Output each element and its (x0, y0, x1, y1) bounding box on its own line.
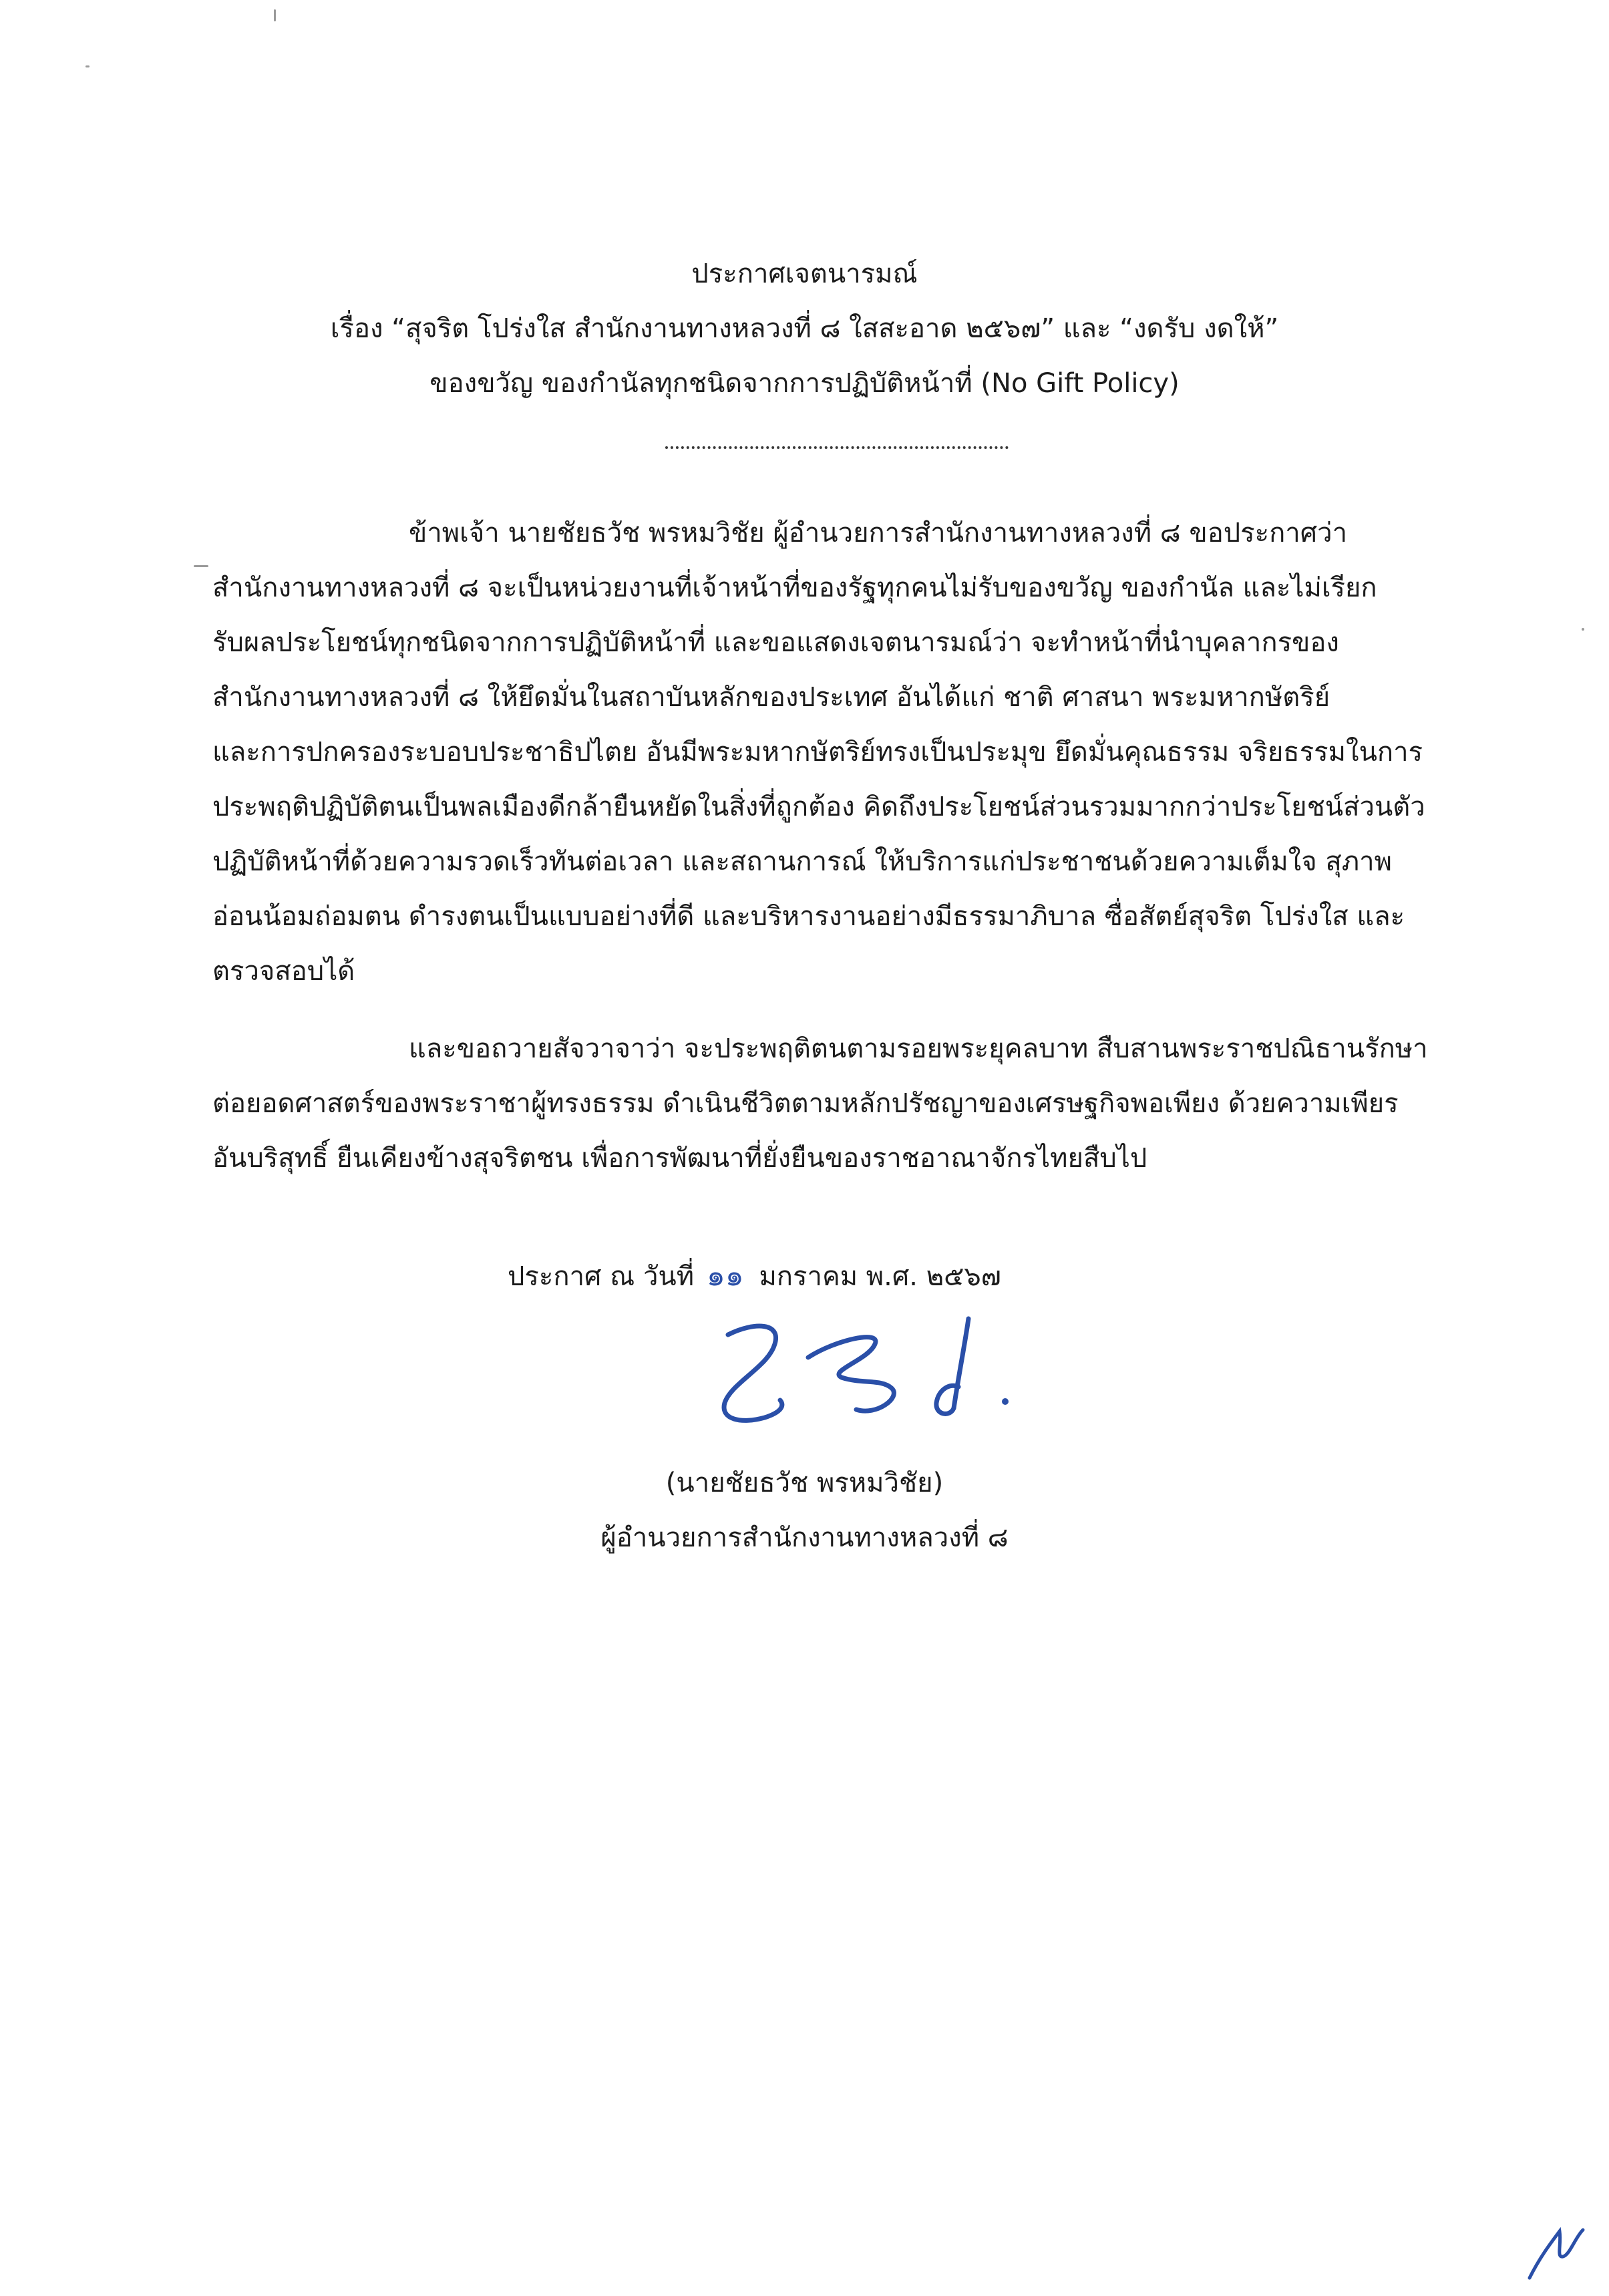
date-prefix: ประกาศ ณ วันที่ (508, 1261, 695, 1292)
paragraph-1-line: รับผลประโยชน์ทุกชนิดจากการปฏิบัติหน้าที่ และขอแสดงเจตนารมณ์ว่า จะทำหน้าที่นำบุคลากรของ (212, 627, 1339, 658)
paragraph-1-line: และการปกครองระบอบประชาธิปไตย อันมีพระมหากษัตริย์ทรงเป็นประมุข ยึดมั่นคุณธรรม จริยธรรมในการ (212, 737, 1423, 768)
paragraph-1-line: ตรวจสอบได้ (212, 956, 355, 987)
document-subject-line-2: ของขวัญ ของกำนัลทุกชนิดจากการปฏิบัติหน้าที่ (No Gift Policy) (429, 368, 1180, 399)
signatory-position: ผู้อำนวยการสำนักงานทางหลวงที่ ๘ (600, 1522, 1009, 1553)
date-month-year: มกราคม พ.ศ. ๒๕๖๗ (759, 1261, 1001, 1292)
scan-speck (194, 565, 208, 567)
paragraph-1-line: ประพฤติปฏิบัติตนเป็นพลเมืองดีกล้ายืนหยัดในสิ่งที่ถูกต้อง คิดถึงประโยชน์ส่วนรวมมากกว่าประโยชน์ส่วนตัว (212, 792, 1425, 822)
signatory-name: (นายชัยธวัช พรหมวิชัย) (665, 1468, 944, 1498)
paragraph-2-line: อันบริสุทธิ์ ยืนเคียงข้างสุจริตชน เพื่อการพัฒนาที่ยั่งยืนของราชอาณาจักรไทยสืบไป (212, 1143, 1147, 1174)
scan-speck (85, 65, 90, 67)
document-title: ประกาศเจตนารมณ์ (691, 259, 918, 289)
announcement-date (508, 1256, 1001, 1297)
paragraph-2-line: ต่อยอดศาสตร์ของพระราชาผู้ทรงธรรม ดำเนินชีวิตตามหลักปรัชญาของเศรษฐกิจพอเพียง ด้วยความเพียร (212, 1088, 1399, 1119)
paragraph-1-line: ข้าพเจ้า นายชัยธวัช พรหมวิชัย ผู้อำนวยการสำนักงานทางหลวงที่ ๘ ขอประกาศว่า (409, 518, 1348, 548)
paragraph-1-line: สำนักงานทางหลวงที่ ๘ ให้ยึดมั่นในสถาบันหลักของประเทศ อันได้แก่ ชาติ ศาสนา พระมหากษัตริย์ (212, 682, 1330, 713)
scan-speck (1582, 628, 1584, 631)
date-day-handwritten: ๑๑ (706, 1259, 744, 1293)
document-subject-line-1: เรื่อง “สุจริต โปร่งใส สำนักงานทางหลวงที่ ๘ ใสสะอาด ๒๕๖๗” และ “งดรับ งดให้” (330, 313, 1279, 344)
paragraph-2-line: และขอถวายสัจวาจาว่า จะประพฤติตนตามรอยพระยุคลบาท สืบสานพระราชปณิธานรักษา (409, 1033, 1428, 1064)
paragraph-1-line: ปฏิบัติหน้าที่ด้วยความรวดเร็วทันต่อเวลา และสถานการณ์ ให้บริการแก่ประชาชนด้วยความเต็มใจ สุภาพ (212, 846, 1392, 877)
scan-speck (274, 9, 276, 21)
handwritten-signature (701, 1309, 1049, 1443)
dotted-separator (665, 441, 1009, 449)
paragraph-1-line: สำนักงานทางหลวงที่ ๘ จะเป็นหน่วยงานที่เจ้าหน้าที่ของรัฐทุกคนไม่รับของขวัญ ของกำนัล และไม่เรียก (212, 572, 1377, 603)
initial-mark (1523, 2218, 1590, 2285)
paragraph-1-line: อ่อนน้อมถ่อมตน ดำรงตนเป็นแบบอย่างที่ดี และบริหารงานอย่างมีธรรมาภิบาล ซื่อสัตย์สุจริต โปร่งใส และ (212, 901, 1405, 932)
